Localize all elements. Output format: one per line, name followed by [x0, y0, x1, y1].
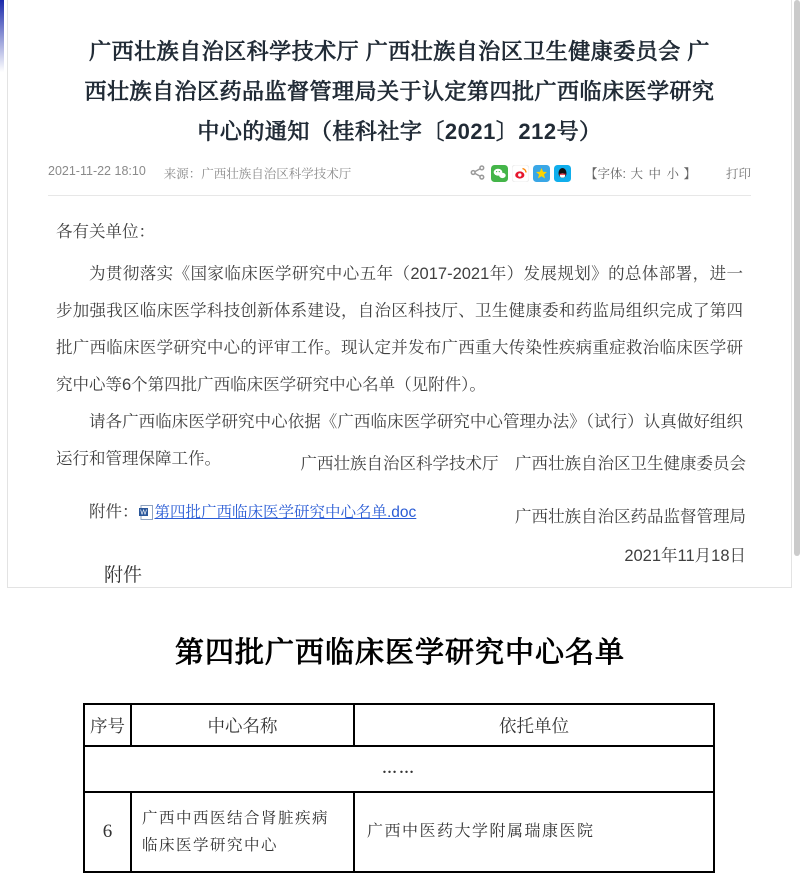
- share-icon[interactable]: [470, 165, 487, 182]
- paragraph-1: 为贯彻落实《国家临床医学研究中心五年（2017-2021年）发展规划》的总体部署，进一步加强我区临床医学科技创新体系建设，自治区科技厅、卫生健康委和药监局组织完成了第四批广西临床医学研究中心的评审工作。现认定并发布广西重大传染性疾病重症救治临床医学研究中心等6个第四批广西临床医学研究中心名单（见附件）。: [56, 265, 743, 394]
- print-button[interactable]: 打印: [725, 167, 751, 181]
- meta-row: [48, 164, 751, 196]
- paragraph-2: 请各广西临床医学研究中心依据《广西临床医学研究中心管理办法》（试行）认真做好组织运行和管理保障工作。: [56, 413, 743, 468]
- attachment-filename: 第四批广西临床医学研究中心名单.doc: [154, 504, 417, 521]
- qq-icon[interactable]: [554, 165, 571, 182]
- article-card: [7, 0, 792, 588]
- page-title: 广西壮族自治区科学技术厅 广西壮族自治区卫生健康委员会 广西壮族自治区药品监督管理局关于认定第四批广西临床医学研究中心的通知（桂科社字〔2021〕212号）: [84, 39, 715, 144]
- fontsize-label: 【字体:: [585, 167, 626, 181]
- word-doc-icon: [139, 505, 153, 520]
- annex-table: [83, 703, 715, 873]
- cell-host-org: 广西中医药大学附属瑞康医院: [354, 792, 714, 872]
- source-label: 来源：广西壮族自治区科学技术厅: [163, 167, 352, 181]
- header-host-org: 依托单位: [354, 704, 714, 746]
- table-ellipsis-row: [84, 746, 714, 792]
- header-seq-no: 序号: [84, 704, 131, 746]
- scrollbar[interactable]: [794, 0, 800, 556]
- annex-preview: [0, 588, 800, 873]
- meta-info: [48, 164, 351, 182]
- greeting-line: 各有关单位：: [56, 223, 155, 241]
- signature-agencies-1: 广西壮族自治区科学技术厅 广西壮族自治区卫生健康委员会: [300, 455, 746, 473]
- meta-actions: [470, 164, 751, 182]
- signature-agencies-2: 广西壮族自治区药品监督管理局: [515, 508, 746, 526]
- signature-date: 2021年11月18日: [624, 547, 746, 565]
- header-center-name: 中心名称: [131, 704, 354, 746]
- publish-datetime: 2021-11-22 18:10: [48, 164, 146, 178]
- wechat-icon[interactable]: [491, 165, 508, 182]
- table-header-row: [84, 704, 714, 746]
- cell-seq-no: 6: [84, 792, 131, 872]
- weibo-icon[interactable]: [512, 165, 529, 182]
- ellipsis-cell: ……: [84, 746, 714, 792]
- cell-center-name: 广西中西医结合肾脏疾病临床医学研究中心: [131, 792, 354, 872]
- svg-text:W: W: [139, 509, 147, 517]
- fontsize-small-button[interactable]: 小: [666, 167, 679, 181]
- annex-section-label: 附件: [104, 565, 143, 586]
- fontsize-control: [585, 164, 696, 182]
- qzone-icon[interactable]: [533, 165, 550, 182]
- fontsize-close-bracket: 】: [683, 167, 696, 181]
- fontsize-large-button[interactable]: 大: [630, 167, 643, 181]
- article-body: [56, 220, 743, 531]
- table-row: [84, 792, 714, 872]
- page-edge-gradient: [0, 0, 4, 72]
- attachment-link[interactable]: [139, 494, 417, 531]
- fontsize-medium-button[interactable]: 中: [648, 167, 661, 181]
- annex-title: 第四批广西临床医学研究中心名单: [174, 637, 625, 669]
- attachment-label: 附件：: [89, 503, 139, 521]
